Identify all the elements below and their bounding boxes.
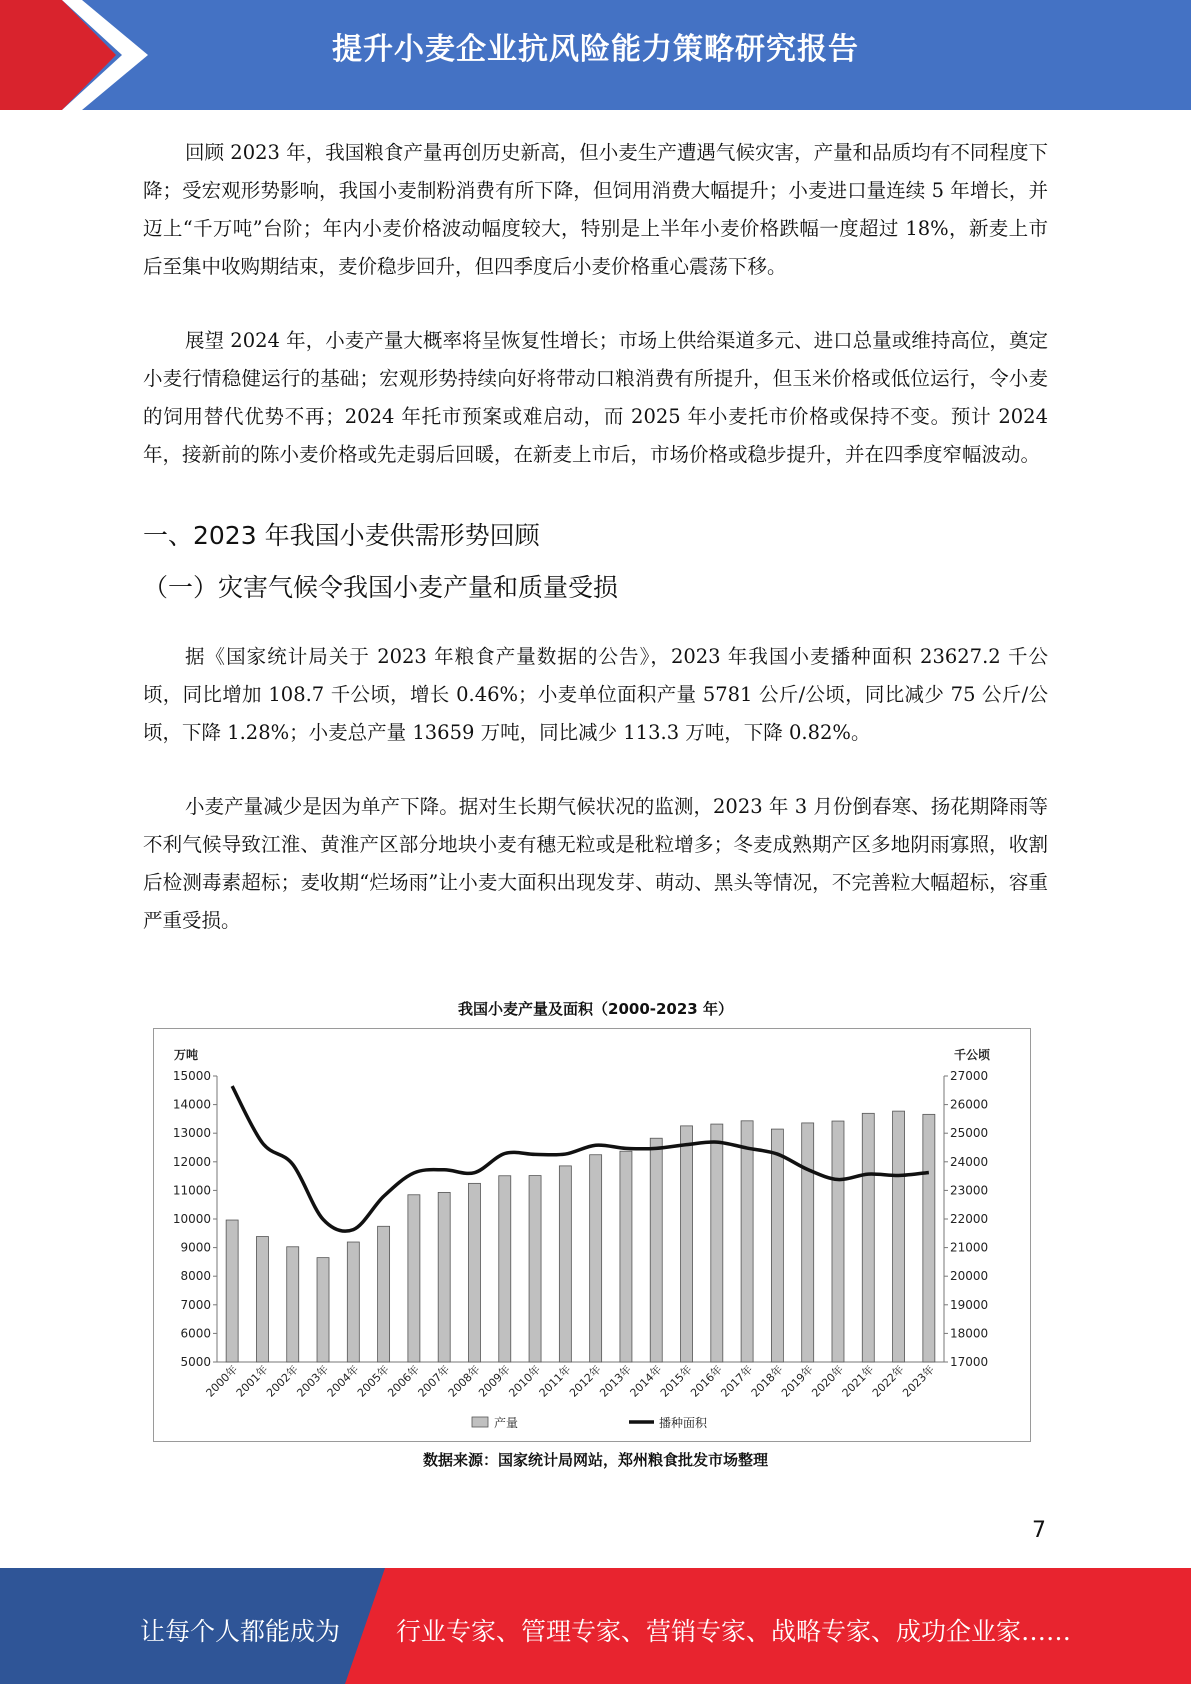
bar-production [711,1124,723,1362]
x-tick-label: 2013年 [597,1362,635,1400]
y-right-tick-label: 25000 [950,1126,989,1141]
header-title: 提升小麦企业抗风险能力策略研究报告 [332,32,859,67]
y-left-tick-label: 12000 [172,1154,211,1169]
y-right-tick-label: 18000 [950,1326,989,1341]
y-left-tick-label: 15000 [172,1069,211,1083]
x-tick-label: 2012年 [566,1362,604,1400]
y-left-tick-label: 5000 [180,1355,211,1369]
bar-production [468,1183,480,1362]
wheat-chart-svg [154,1029,1030,1441]
bar-production [317,1258,329,1362]
x-tick-label: 2020年 [809,1362,847,1400]
x-tick-label: 2006年 [385,1362,423,1400]
x-tick-label: 2022年 [869,1362,907,1400]
y-left-tick-label: 6000 [180,1326,211,1341]
x-tick-label: 2002年 [264,1362,301,1400]
bar-production [499,1176,511,1362]
bar-production [802,1123,814,1362]
chart-source: 数据来源：国家统计局网站，郑州粮食批发市场整理 [422,1451,768,1469]
x-tick-label: 2011年 [536,1362,574,1400]
y-left-tick-label: 9000 [180,1240,211,1255]
y-right-unit-label: 千公顷 [954,1048,991,1062]
x-tick-label: 2021年 [839,1362,877,1400]
x-tick-label: 2003年 [294,1362,332,1400]
y-left-tick-label: 14000 [172,1097,211,1112]
bar-production [590,1155,602,1362]
bar-production [559,1166,571,1362]
bar-production [893,1111,905,1362]
x-tick-label: 2001年 [233,1362,271,1400]
section-paragraph-statistics: 据《国家统计局关于 2023 年粮食产量数据的公告》，2023 年我国小麦播种面积 23627.2 千公顷，同比增加 108.7 千公顷，增长 0.46%；小麦单位面积产量 5781 公斤/公顷，同比减少 75 公斤/公顷，下降 1.28%；小麦总产量 13659 万吨，同比减少 113.3 万吨，下降 0.82%。 [143,645,1048,744]
x-tick-label: 2005年 [354,1362,392,1400]
y-right-tick-label: 22000 [950,1212,989,1226]
x-tick-label: 2015年 [657,1362,695,1400]
bar-production [681,1126,693,1362]
bar-production [923,1114,935,1362]
section-heading: 一、2023 年我国小麦供需形势回顾 [143,521,540,550]
bar-production [256,1237,268,1362]
y-right-tick-label: 21000 [950,1240,989,1255]
y-left-tick-label: 10000 [172,1212,211,1226]
bar-production [529,1176,541,1362]
subsection-heading: （一）灾害气候令我国小麦产量和质量受损 [143,573,619,602]
y-left-tick-label: 7000 [180,1297,211,1312]
bar-production [226,1220,238,1362]
bar-production [438,1192,450,1362]
bar-production [771,1129,783,1362]
bar-production [347,1242,359,1362]
x-tick-label: 2009年 [476,1362,513,1400]
y-left-tick-label: 11000 [172,1183,211,1198]
bar-production [650,1138,662,1362]
bar-production [378,1226,390,1362]
bar-production [620,1151,632,1362]
x-tick-label: 2014年 [627,1362,665,1400]
bar-production [287,1247,299,1362]
bar-production [832,1121,844,1362]
x-tick-label: 2023年 [900,1362,937,1400]
section-paragraph-causes: 小麦产量减少是因为单产下降。据对生长期气候状况的监测，2023 年 3 月份倒春寒、扬花期降雨等不利气候导致江淮、黄淮产区部分地块小麦有穗无粒或是秕粒增多；冬麦成熟期产区多地阴雨寡照，收割后检测毒素超标；麦收期“烂场雨”让小麦大面积出现发芽、萌动、黑头等情况，不完善粒大幅超标，容重严重受损。 [143,795,1048,932]
y-left-tick-label: 8000 [180,1269,211,1284]
legend-label-production: 产量 [494,1416,519,1430]
page-number: 7 [1032,1518,1046,1543]
chart-title: 我国小麦产量及面积（2000-2023 年） [458,1000,733,1018]
x-tick-label: 2000年 [203,1362,241,1400]
x-tick-label: 2010年 [506,1362,544,1400]
y-right-tick-label: 23000 [950,1183,989,1198]
page-header [0,0,1191,110]
x-tick-label: 2019年 [779,1362,816,1400]
bar-production [741,1121,753,1362]
x-tick-label: 2008年 [445,1362,483,1400]
legend-label-planting-area: 播种面积 [659,1416,708,1430]
y-left-tick-label: 13000 [172,1126,211,1141]
y-right-tick-label: 24000 [950,1154,989,1169]
footer-slogan-left: 让每个人都能成为 [140,1617,341,1646]
x-tick-label: 2018年 [748,1362,786,1400]
legend-swatch-production [472,1417,488,1427]
x-tick-label: 2016年 [688,1362,725,1400]
x-tick-label: 2004年 [324,1362,362,1400]
y-right-tick-label: 26000 [950,1097,989,1112]
x-tick-label: 2017年 [718,1362,756,1400]
y-right-tick-label: 27000 [950,1069,989,1083]
bar-production [862,1113,874,1362]
x-tick-label: 2007年 [415,1362,453,1400]
footer-slogan-right: 行业专家、管理专家、营销专家、战略专家、成功企业家…… [396,1617,1072,1646]
wheat-chart [153,1028,1031,1442]
y-right-tick-label: 19000 [950,1297,989,1312]
bar-production [408,1195,420,1362]
report-body [143,134,1048,976]
y-right-tick-label: 20000 [950,1269,989,1284]
line-planting-area [232,1086,929,1231]
y-right-tick-label: 17000 [950,1355,989,1369]
intro-paragraph-review: 回顾 2023 年，我国粮食产量再创历史新高，但小麦生产遭遇气候灾害，产量和品质均有不同程度下降；受宏观形势影响，我国小麦制粉消费有所下降，但饲用消费大幅提升；小麦进口量连续 5 年增长，并迈上“千万吨”台阶；年内小麦价格波动幅度较大，特别是上半年小麦价格跌幅一度超过 18%，新麦上市后至集中收购期结束，麦价稳步回升，但四季度后小麦价格重心震荡下移。 [143,141,1048,278]
y-left-unit-label: 万吨 [174,1048,199,1062]
intro-paragraph-outlook: 展望 2024 年，小麦产量大概率将呈恢复性增长；市场上供给渠道多元、进口总量或维持高位，奠定小麦行情稳健运行的基础；宏观形势持续向好将带动口粮消费有所提升，但玉米价格或低位运行，令小麦的饲用替代优势不再；2024 年托市预案或难启动，而 2025 年小麦托市价格或保持不变。预计 2024 年，接新前的陈小麦价格或先走弱后回暖，在新麦上市后，市场价格或稳步提升，并在四季度窄幅波动。 [143,329,1048,466]
